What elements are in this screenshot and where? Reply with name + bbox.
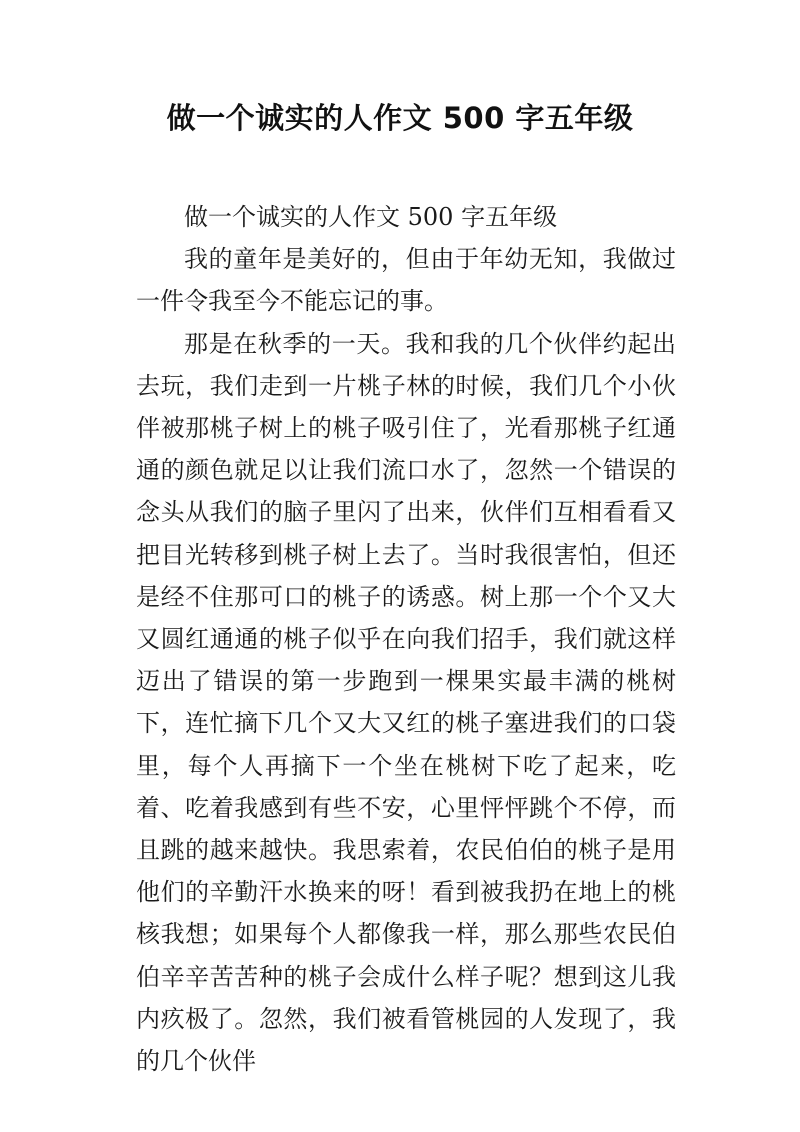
document-title: 做一个诚实的人作文 500 字五年级 bbox=[166, 101, 634, 135]
document-body bbox=[136, 196, 676, 1082]
paragraph-intro: 我的童年是美好的，但由于年幼无知，我做过一件令我至今不能忘记的事。 bbox=[136, 245, 676, 316]
paragraph-subtitle: 做一个诚实的人作文 500 字五年级 bbox=[184, 203, 558, 231]
paragraph-story: 那是在秋季的一天。我和我的几个伙伴约起出去玩，我们走到一片桃子林的时候，我们几个小伙伴被那桃子树上的桃子吸引住了，光看那桃子红通通的颜色就足以让我们流口水了，忽然一个错误的念头从我们的脑子里闪了出来，伙伴们互相看看又把目光转移到桃子树上去了。当时我很害怕，但还是经不住那可口的桃子的诱惑。树上那一个个又大又圆红通通的桃子似乎在向我们招手，我们就这样迈出了错误的第一步跑到一棵果实最丰满的桃树下，连忙摘下几个又大又红的桃子塞进我们的口袋里，每个人再摘下一个坐在桃树下吃了起来，吃着、吃着我感到有些不安，心里怦怦跳个不停，而且跳的越来越快。我思索着，农民伯伯的桃子是用他们的辛勤汗水换来的呀！看到被我扔在地上的桃核我想；如果每个人都像我一样，那么那些农民伯伯辛辛苦苦种的桃子会成什么样子呢？想到这儿我内疚极了。忽然，我们被看管桃园的人发现了，我的几个伙伴 bbox=[136, 329, 676, 1076]
